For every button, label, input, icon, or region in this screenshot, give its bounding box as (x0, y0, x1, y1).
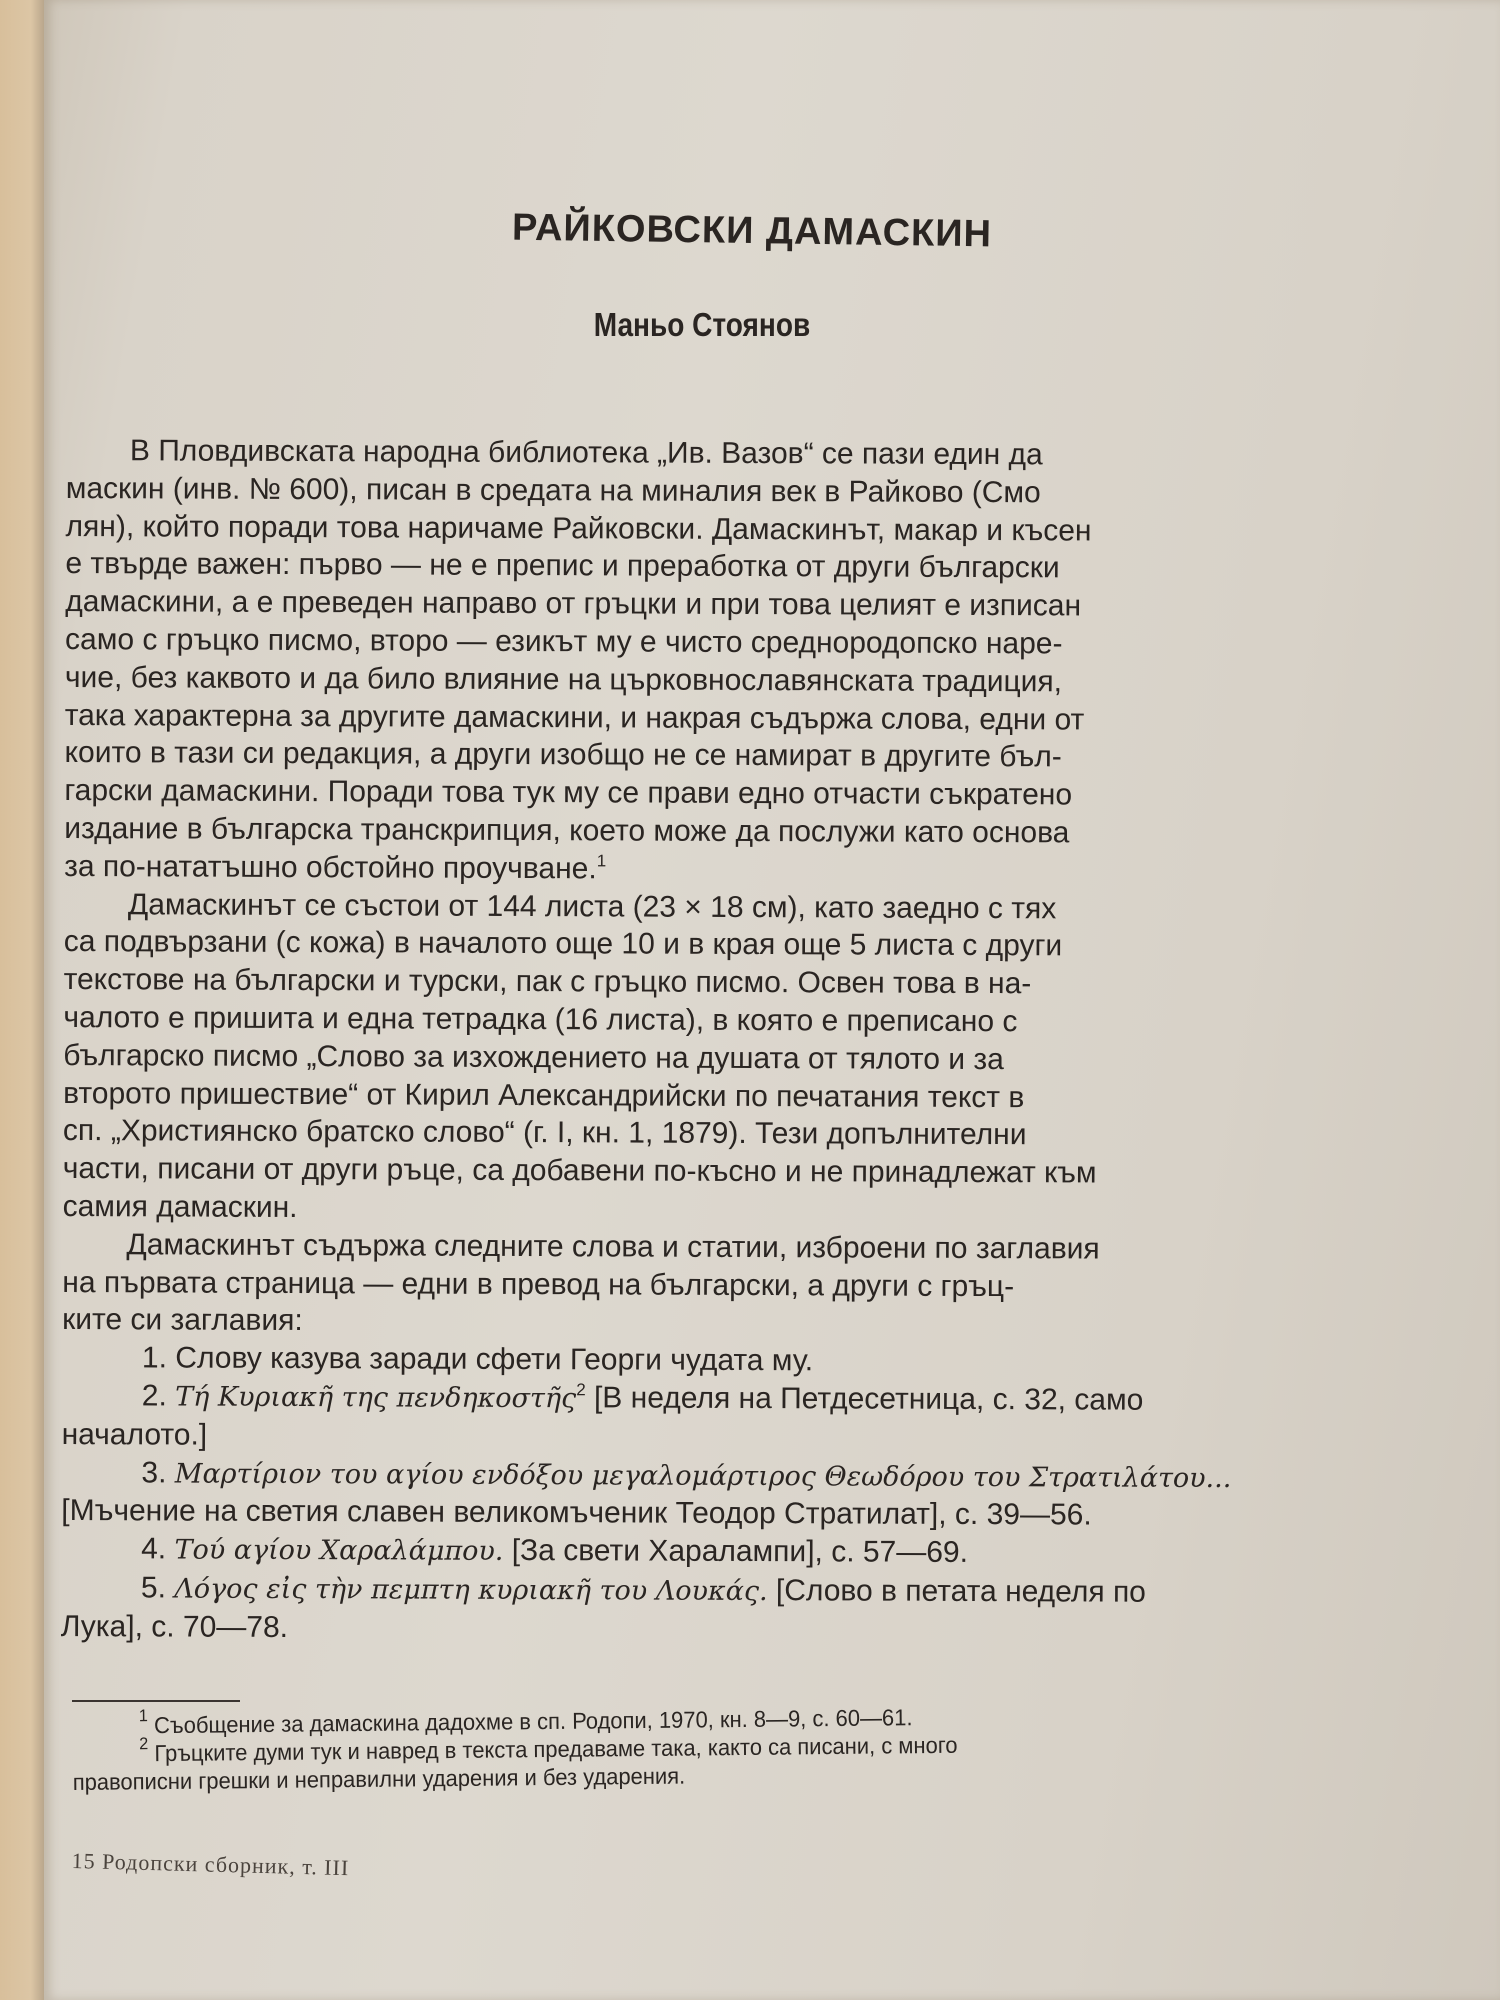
text-line: чие, без каквото и да било влияние на църковнославянската традиция, (64, 660, 1063, 699)
list-item-text: [За свети Харалампи], с. 57—69. (503, 1534, 969, 1570)
text-line: на първата страница — едни в превод на български, а други с гръц- (62, 1265, 1015, 1303)
text-line: сп. „Християнско братско слово“ (г. I, кн. 1, 1879). Тези допълнителни (62, 1114, 1027, 1152)
footnote-number: 1 (138, 1706, 148, 1726)
footnote-divider (72, 1700, 240, 1702)
list-item-continuation: началото.] (61, 1417, 208, 1452)
text-line: е твърде важен: първо — не е препис и преработка от други български (65, 547, 1060, 585)
text-line-content: за по-нататъшно обстойно проучване. (64, 849, 597, 886)
text-line: лян), който поради това наричаме Райковски. Дамаскинът, макар и късен (65, 509, 1092, 548)
article-author: Маньо Стоянов (593, 306, 811, 343)
text-line: са подвързани (с кожа) в началото още 10 и в края още 5 листа с други (63, 925, 1063, 963)
list-item-line (62, 1377, 1382, 1422)
list-item-greek-title: Τού αγίου Χαραλάμπου. (174, 1534, 504, 1568)
contents-list (61, 1339, 1382, 1651)
list-item-number: 1. (141, 1341, 168, 1375)
list-item-greek-title: Λόγος εἰς τὴν πεμπτη κυριακῆ του Λουκάς. (174, 1573, 768, 1607)
footnote-ref-2[interactable]: 2 (576, 1380, 586, 1400)
list-item-line (61, 1454, 1381, 1499)
text-line: маскин (инв. № 600), писан в средата на миналия век в Райково (Смо (65, 471, 1041, 510)
list-item (62, 1339, 1382, 1383)
text-line (64, 848, 1384, 892)
text-line: текстове на български и турски, пак с гръцко писмо. Освен това в на- (63, 963, 1032, 1001)
paragraph-3 (62, 1226, 1382, 1345)
list-item-number: 3. (141, 1455, 167, 1489)
text-line: така характерна за другите дамаскини, и накрая съдържа слова, едни от (64, 698, 1085, 737)
list-item-line (61, 1530, 1381, 1575)
footnote-text: Гръцките думи тук и навред в текста предаваме така, както са писани, с много (154, 1731, 958, 1767)
text-line: българско писмо „Слово за изхождението на душата от тялото и за (63, 1038, 1004, 1076)
list-item-number: 5. (140, 1571, 167, 1605)
page-signature: 15 Родопски сборник, т. III (71, 1848, 350, 1881)
footnote-2-continuation: правописни грешки и неправилни ударения и без ударения. (72, 1762, 686, 1795)
text-line: ките си заглавия: (62, 1303, 303, 1338)
list-item (61, 1530, 1381, 1575)
text-line: второто пришествие“ от Кирил Александрийски по печатания текст в (63, 1076, 1025, 1114)
list-item-line (62, 1339, 1382, 1383)
list-item-text: [В неделя на Петдесетница, с. 32, само (585, 1381, 1144, 1417)
text-line: дамаскини, а е преведен направо от гръцки и при това целият е изписан (65, 585, 1082, 623)
text-line: Дамаскинът съдържа следните слова и статии, изброени по заглавия (126, 1228, 1100, 1266)
book-gutter-edge (0, 0, 44, 2000)
footnote-ref-1[interactable]: 1 (596, 851, 607, 871)
footnotes (72, 1698, 1393, 1796)
paragraph-1 (64, 432, 1386, 891)
text-line: гарски дамаскини. Поради това тук му се прави едно отчасти съкратено (64, 774, 1073, 812)
list-item (61, 1454, 1381, 1536)
text-line: чалото е пришита и една тетрадка (16 листа), в която е преписано с (63, 1000, 1018, 1039)
book-page (44, 0, 1500, 2000)
article-body (61, 432, 1386, 1651)
list-item-number: 4. (141, 1532, 167, 1566)
list-item-line (61, 1569, 1381, 1614)
text-line: издание в българска транскрипция, което може да послужи като основа (64, 811, 1070, 850)
list-item-number: 2. (141, 1379, 167, 1413)
list-item (61, 1569, 1381, 1651)
list-item-text: Слову казува заради сфети Георги чудата му. (175, 1341, 814, 1378)
text-line: В Пловдивската народна библиотека „Ив. Вазов“ се пази един да (129, 434, 1043, 472)
text-line: части, писани от други ръце, са добавени по-късно и не принадлежат към (62, 1152, 1097, 1190)
text-line: самия дамаскин. (62, 1189, 298, 1224)
list-item-greek-title: Τή Κυριακῆ της πενδηκοστῆς (175, 1381, 577, 1415)
text-line: Дамаскинът се състои от 144 листа (23 × 18 см), като заедно с тях (127, 887, 1057, 925)
list-item-greek-title: Μαρτίριον του αγίου ενδόξου μεγαλομάρτιρος Θεωδόρου του Στρατιλάτου... (174, 1458, 1232, 1494)
article-title: РАЙКОВСКИ ДАМАСКИН (511, 206, 993, 256)
footnote-text: Съобщение за дамаскина дадохме в сп. Родопи, 1970, кн. 8—9, с. 60—61. (153, 1704, 913, 1739)
text-line: които в тази си редакция, а други изобщо не се намират в другите бъл- (64, 736, 1062, 774)
list-item-continuation: Лука], с. 70—78. (60, 1609, 289, 1644)
paragraph-2 (63, 886, 1384, 1232)
footnote-number: 2 (139, 1734, 149, 1754)
list-item-text: [Слово в петата неделя по (767, 1573, 1146, 1609)
list-item (62, 1377, 1382, 1459)
list-item-continuation: [Мъчение на светия славен великомъченик Теодор Стратилат], с. 39—56. (61, 1494, 1092, 1532)
text-line: само с гръцко писмо, второ — езикът му е чисто среднородопско наре- (65, 622, 1063, 661)
